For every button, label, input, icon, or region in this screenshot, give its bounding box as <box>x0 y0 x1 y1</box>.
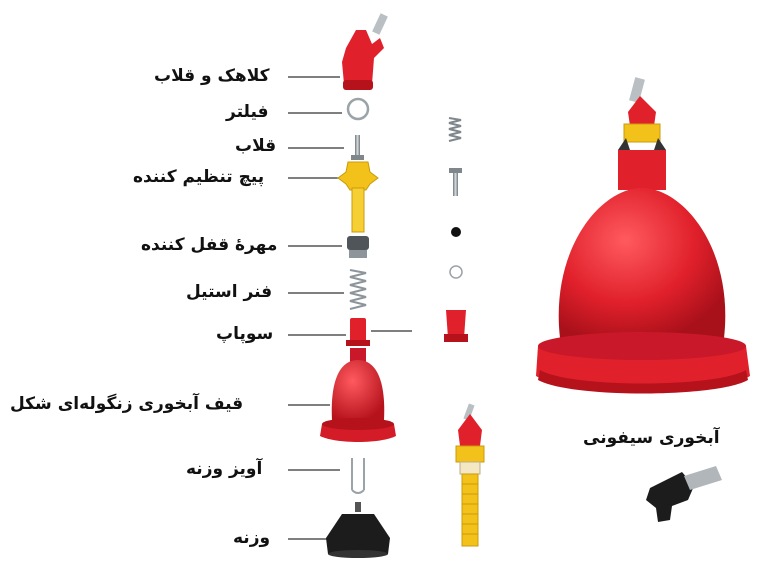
cap-hook-part <box>342 13 388 90</box>
filter-ring <box>348 99 368 119</box>
screw-small <box>449 168 462 196</box>
washer-black <box>451 227 461 237</box>
label-adjust-screw: پیچ تنظیم کننده <box>133 167 265 187</box>
weight-hanger <box>352 458 364 493</box>
clip-part <box>646 466 722 522</box>
bell-drinker-assembled <box>536 77 750 393</box>
spring-small <box>449 118 461 141</box>
weight-part <box>326 502 390 558</box>
valve-middle <box>444 310 468 342</box>
o-ring-small <box>450 266 462 278</box>
label-bell-funnel: قیف آبخوری زنگوله‌ای شکل <box>10 394 244 414</box>
label-weight-hanger: آویز وزنه <box>186 459 263 479</box>
lock-nut <box>347 236 369 258</box>
label-lock-nut: مهرۀ قفل کننده <box>141 235 278 255</box>
valve-part <box>346 318 370 346</box>
label-hook: قلاب <box>235 136 277 156</box>
label-steel-spring: فنر استیل <box>186 282 273 302</box>
adjusting-screw <box>338 162 378 232</box>
caption-siphon-drinker: آبخوری سیفونی <box>583 428 720 448</box>
label-filter: فیلتر <box>226 102 269 122</box>
bell-funnel <box>320 348 396 442</box>
label-cap-hook: کلاهک و قلاب <box>154 66 270 86</box>
label-weight: وزنه <box>233 528 271 548</box>
steel-spring <box>350 270 366 309</box>
hook-pin <box>351 135 364 160</box>
label-valve: سوپاپ <box>216 324 274 344</box>
assembled-valve <box>456 403 484 546</box>
